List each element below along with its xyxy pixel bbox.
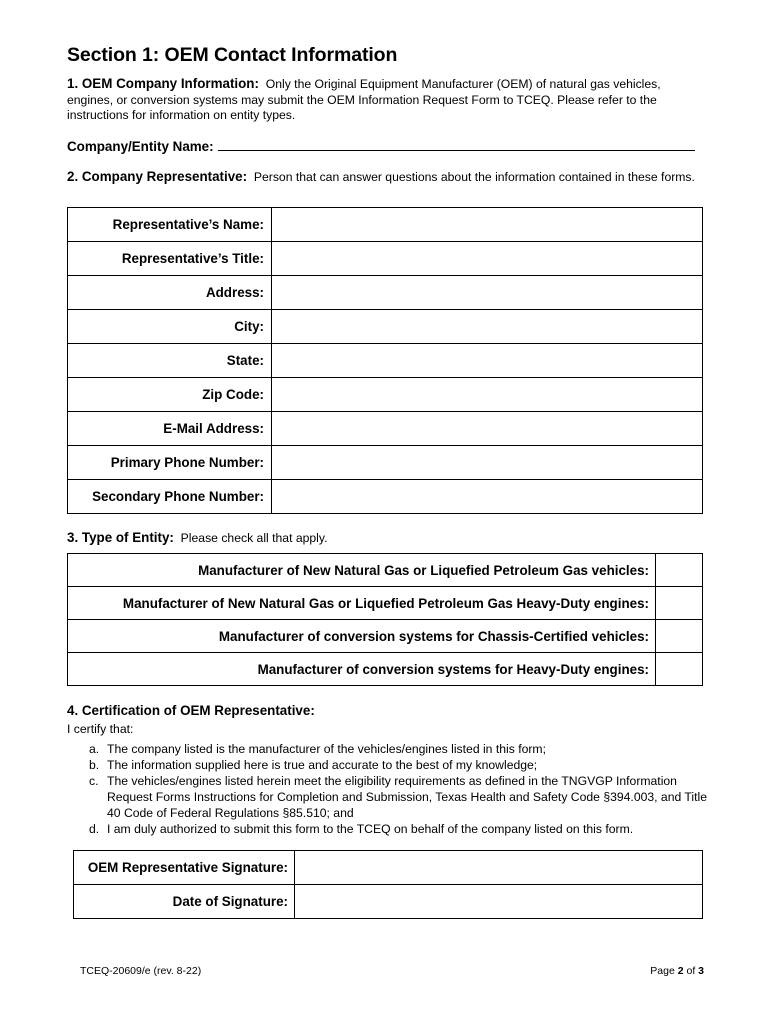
rep-row — [68, 208, 703, 242]
page-total: 3 — [698, 965, 704, 977]
q2-text: Person that can answer questions about the information contained in these forms. — [253, 170, 695, 184]
rep-field-label: E-Mail Address: — [68, 412, 272, 446]
rep-field-input[interactable] — [272, 310, 703, 344]
rep-field-input[interactable] — [272, 242, 703, 276]
page-prefix: Page — [650, 965, 678, 977]
section-title: Section 1: OEM Contact Information — [67, 44, 398, 66]
entity-row — [68, 554, 703, 587]
certification-item — [67, 757, 707, 773]
certification-item — [67, 773, 707, 821]
rep-field-input[interactable] — [272, 412, 703, 446]
company-name-field[interactable] — [218, 137, 695, 151]
q2-heading: 2. Company Representative: — [67, 169, 248, 184]
rep-field-label: Primary Phone Number: — [68, 446, 272, 480]
certification-list — [67, 741, 707, 837]
entity-type-label: Manufacturer of conversion systems for Heavy-Duty engines: — [68, 653, 656, 686]
q1-paragraph — [67, 76, 703, 124]
rep-field-label: Zip Code: — [68, 378, 272, 412]
page-number — [650, 965, 704, 977]
rep-field-input[interactable] — [272, 446, 703, 480]
signature-row — [74, 851, 703, 885]
entity-type-table — [67, 553, 703, 686]
rep-field-label: Address: — [68, 276, 272, 310]
certification-text: I am duly authorized to submit this form to the TCEQ on behalf of the company listed on this form. — [107, 822, 634, 836]
signature-row — [74, 885, 703, 919]
entity-type-label: Manufacturer of conversion systems for Chassis-Certified vehicles: — [68, 620, 656, 653]
entity-type-label: Manufacturer of New Natural Gas or Liquefied Petroleum Gas Heavy-Duty engines: — [68, 587, 656, 620]
q1-text: Only the Original Equipment Manufacturer (OEM) of natural gas vehicles, engines, or conversion systems may submit the OEM Information Request Form to TCEQ. Please refer to the instructions for information on entity types. — [67, 77, 661, 122]
rep-field-label: State: — [68, 344, 272, 378]
rep-row — [68, 242, 703, 276]
signature-field-label: Date of Signature: — [74, 885, 295, 919]
entity-type-checkbox[interactable] — [656, 554, 703, 587]
q3-paragraph — [67, 530, 703, 547]
rep-field-input[interactable] — [272, 208, 703, 242]
certification-text: The information supplied here is true and accurate to the best of my knowledge; — [107, 758, 538, 772]
certification-marker: b. — [89, 758, 100, 772]
q4-intro: I certify that: — [67, 722, 134, 736]
page-current: 2 — [677, 965, 684, 977]
q3-heading: 3. Type of Entity: — [67, 530, 174, 545]
signature-field-input[interactable] — [295, 885, 703, 919]
form-id: TCEQ-20609/e (rev. 8-22) — [80, 965, 202, 977]
rep-field-label: Secondary Phone Number: — [68, 480, 272, 514]
entity-row — [68, 587, 703, 620]
rep-row — [68, 276, 703, 310]
entity-type-label: Manufacturer of New Natural Gas or Liquefied Petroleum Gas vehicles: — [68, 554, 656, 587]
certification-marker: a. — [89, 742, 100, 756]
certification-item — [67, 741, 707, 757]
certification-text: The company listed is the manufacturer of the vehicles/engines listed in this form; — [107, 742, 546, 756]
page-of: of — [683, 965, 699, 977]
entity-type-checkbox[interactable] — [656, 653, 703, 686]
certification-item — [67, 821, 707, 837]
rep-row — [68, 378, 703, 412]
q2-paragraph — [67, 169, 703, 186]
rep-row — [68, 480, 703, 514]
q1-heading: 1. OEM Company Information: — [67, 76, 259, 91]
signature-table — [73, 850, 703, 919]
q3-text: Please check all that apply. — [180, 531, 328, 545]
certification-text: The vehicles/engines listed herein meet the eligibility requirements as defined in the TNGVGP Information Request Forms Instructions for Completion and Submission, Texas Health and Safety Code §394.003, and Title 40 Code of Federal Regulations §85.510; and — [107, 774, 707, 820]
rep-row — [68, 412, 703, 446]
rep-field-label: Representative’s Name: — [68, 208, 272, 242]
entity-row — [68, 653, 703, 686]
rep-row — [68, 446, 703, 480]
rep-field-input[interactable] — [272, 480, 703, 514]
signature-field-input[interactable] — [295, 851, 703, 885]
q4-heading: 4. Certification of OEM Representative: — [67, 703, 315, 718]
rep-field-input[interactable] — [272, 276, 703, 310]
entity-type-checkbox[interactable] — [656, 620, 703, 653]
rep-row — [68, 310, 703, 344]
rep-field-input[interactable] — [272, 344, 703, 378]
q4-heading-row — [67, 703, 315, 720]
rep-field-input[interactable] — [272, 378, 703, 412]
certification-marker: c. — [89, 774, 99, 788]
company-name-label: Company/Entity Name: — [67, 139, 214, 154]
representative-table — [67, 207, 703, 514]
signature-field-label: OEM Representative Signature: — [74, 851, 295, 885]
entity-row — [68, 620, 703, 653]
rep-field-label: City: — [68, 310, 272, 344]
entity-type-checkbox[interactable] — [656, 587, 703, 620]
company-name-row — [67, 137, 695, 154]
certification-marker: d. — [89, 822, 100, 836]
rep-field-label: Representative’s Title: — [68, 242, 272, 276]
rep-row — [68, 344, 703, 378]
